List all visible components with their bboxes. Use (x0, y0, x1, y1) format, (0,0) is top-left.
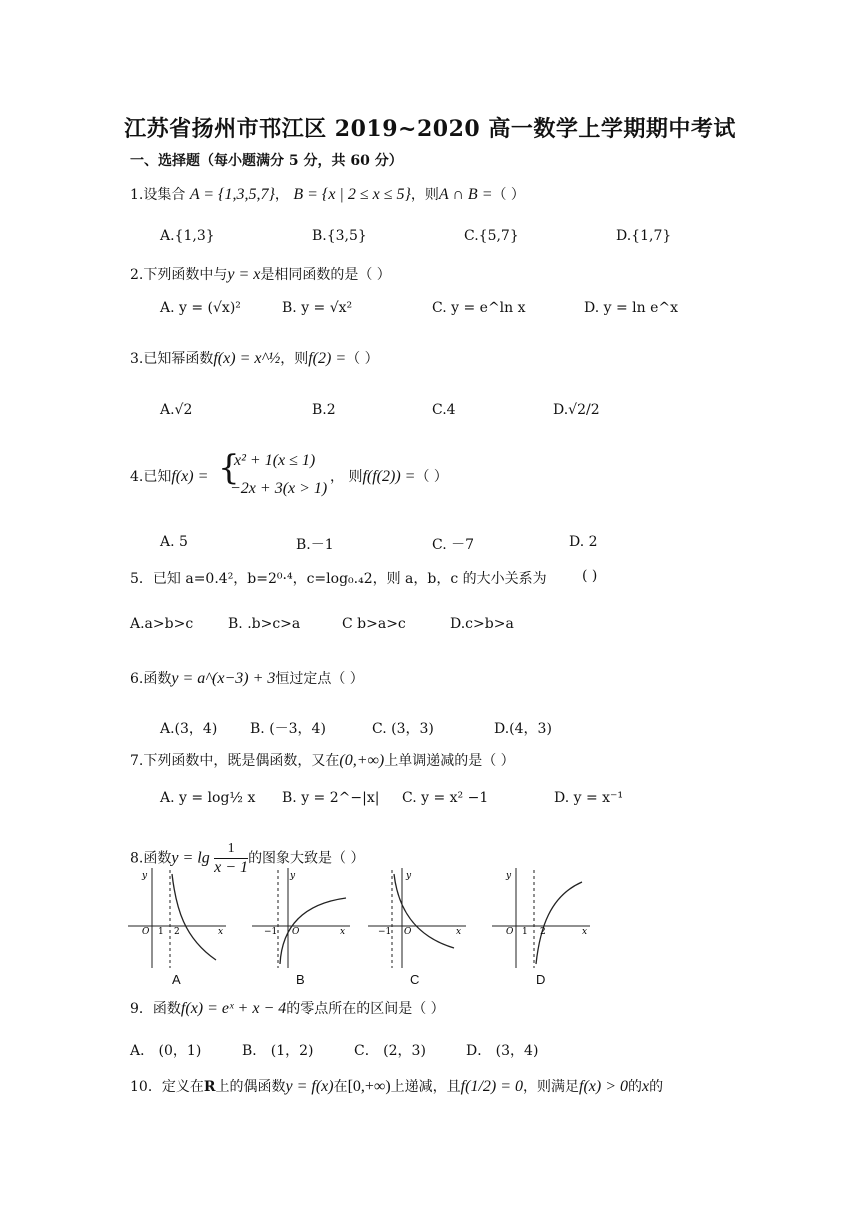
q5-option-c: C b>a>c (342, 616, 406, 632)
q7-option-a: A. y = log½ x (160, 790, 256, 806)
q9-option-a: A． (0，1) (130, 1043, 202, 1059)
q5-option-b: B. .b>c>a (228, 616, 301, 632)
section-heading: 一、选择题（每小题满分 5 分，共 60 分） (130, 153, 403, 169)
q5-option-a: A.a>b>c (130, 616, 194, 632)
q5-option-d: D.c>b>a (450, 616, 514, 632)
question-6-stem: 6.函数y = a^(x−3) + 3恒过定点（ ） (130, 670, 364, 687)
svg-text:O: O (292, 927, 300, 937)
fraction: $\frac{1}{x - 1}$ (214, 841, 249, 876)
q3-option-b: B.2 (312, 402, 336, 418)
svg-text:−1: −1 (264, 927, 278, 937)
question-3-stem: 3.已知幂函数f(x) = x^½，则f(2) =（ ） (130, 350, 379, 367)
q1-option-a: A.{1,3} (160, 228, 215, 244)
q6-option-d: D.(4，3) (494, 721, 552, 737)
graph-a-label: A (172, 972, 181, 987)
svg-text:1: 1 (158, 927, 164, 937)
q4-option-b: B.－1 (296, 537, 334, 553)
svg-text:y: y (406, 871, 412, 881)
graph-b (252, 868, 352, 972)
graph-b-label: B (296, 972, 305, 987)
graph-a (128, 868, 228, 972)
q9-option-d: D． (3，4) (466, 1043, 539, 1059)
piecewise-case-2: −2x + 3(x > 1) (230, 480, 328, 497)
q6-option-c: C. (3，3) (372, 721, 434, 737)
svg-text:x: x (340, 927, 346, 937)
q4-option-c: C. －7 (432, 537, 475, 553)
q1-option-b: B.{3,5} (312, 228, 367, 244)
svg-text:O: O (404, 927, 412, 937)
q3-option-a: A.√2 (160, 402, 193, 418)
q9-option-b: B． (1，2) (242, 1043, 314, 1059)
q7-option-d: D. y = x⁻¹ (554, 790, 624, 806)
svg-text:O: O (506, 927, 514, 937)
q2-option-d: D. y = ln e^x (584, 300, 679, 316)
question-5-stem: 5．已知 a=0.4²，b=2⁰·⁴，c=log₀.₄2，则 a，b，c 的大小关系为 (130, 571, 547, 587)
q1-option-d: D.{1,7} (616, 228, 672, 244)
svg-text:−1: −1 (378, 927, 392, 937)
svg-text:y: y (142, 871, 148, 881)
q9-option-c: C． (2，3) (354, 1043, 426, 1059)
svg-text:x: x (218, 927, 224, 937)
q4-option-d: D. 2 (569, 534, 598, 550)
question-8-stem: 8.函数y = lg $\frac{1}{x - 1}$ 的图象大致是（ ） (130, 841, 365, 876)
question-4-stem: 4.已知f(x) = (130, 468, 209, 485)
q6-option-a: A.(3，4) (160, 721, 218, 737)
svg-text:y: y (506, 871, 512, 881)
q6-option-b: B. (－3，4) (250, 721, 326, 737)
question-2-stem: 2.下列函数中与y = x是相同函数的是（ ） (130, 266, 391, 283)
svg-text:x: x (582, 927, 588, 937)
question-1-stem: 1.设集合 A = {1,3,5,7}， B = {x | 2 ≤ x ≤ 5}，则A ∩ B =（ ） (130, 186, 525, 203)
graph-c (368, 868, 468, 972)
question-7-stem: 7.下列函数中，既是偶函数，又在(0,+∞)上单调递减的是（ ） (130, 752, 515, 769)
q4-option-a: A. 5 (160, 534, 188, 550)
graph-d-label: D (536, 972, 546, 987)
q2-option-a: A. y = (√x)² (160, 300, 241, 316)
q3-option-d: D.√2/2 (553, 402, 600, 418)
exam-title: 江苏省扬州市邗江区 2019~2020 高一数学上学期期中考试 (124, 116, 736, 142)
q7-option-c: C. y = x² −1 (402, 790, 489, 806)
q3-option-c: C.4 (432, 402, 456, 418)
graph-c-label: C (410, 972, 420, 987)
svg-text:O: O (142, 927, 150, 937)
question-5-paren: ( ) (582, 568, 598, 584)
question-4-tail: ， 则f(f(2)) =（ ） (330, 468, 448, 485)
question-9-stem: 9．函数f(x) = eˣ + x − 4的零点所在的区间是（ ） (130, 1000, 445, 1017)
question-10-stem: 10．定义在R上的偶函数y = f(x)在[0,+∞)上递减，且f(1/2) = 0，则满足f(x) > 0的x的 (130, 1078, 664, 1095)
piecewise-case-1: x² + 1(x ≤ 1) (234, 452, 316, 469)
q1-option-c: C.{5,7} (464, 228, 519, 244)
piecewise-brace: { (218, 448, 240, 488)
svg-text:1: 1 (522, 927, 528, 937)
q2-option-c: C. y = e^ln x (432, 300, 526, 316)
svg-text:2: 2 (174, 927, 180, 937)
q2-option-b: B. y = √x² (282, 300, 353, 316)
svg-text:x: x (456, 927, 462, 937)
graph-d (492, 868, 592, 972)
q7-option-b: B. y = 2^−|x| (282, 790, 380, 806)
svg-text:2: 2 (540, 927, 546, 937)
svg-text:y: y (290, 871, 296, 881)
